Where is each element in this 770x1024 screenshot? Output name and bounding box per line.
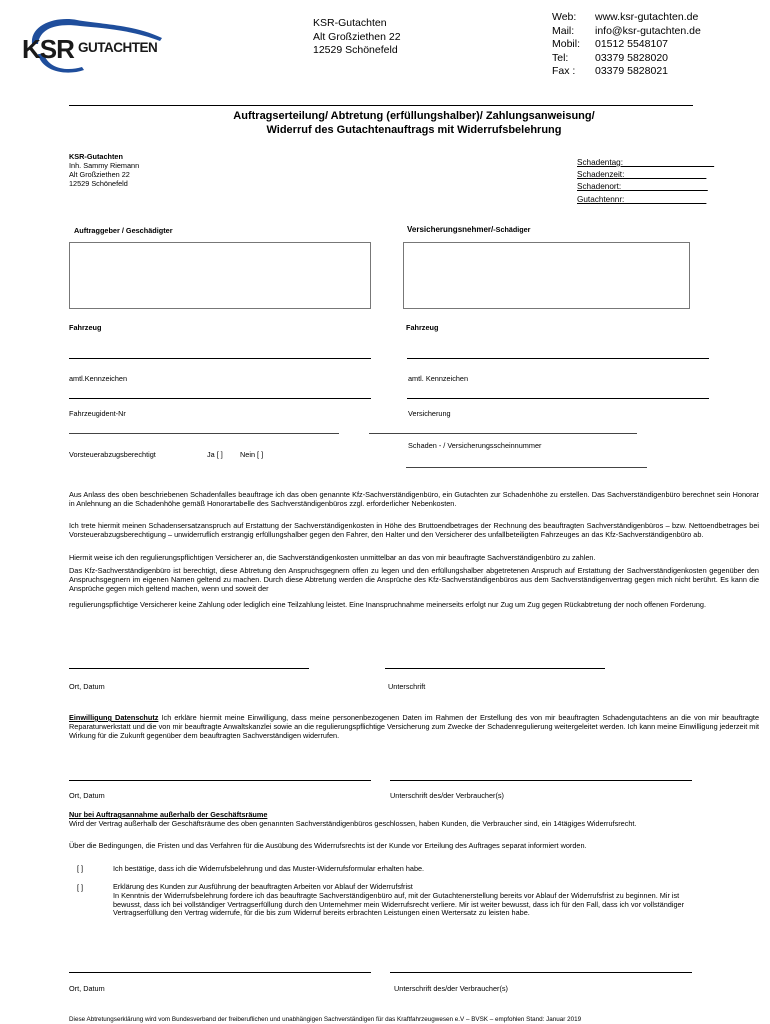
recipient-name: KSR-Gutachten	[69, 152, 123, 161]
signature-label-3: Unterschrift des/der Verbraucher(s)	[394, 984, 508, 993]
insurance-line[interactable]	[369, 433, 637, 434]
plate-line-right[interactable]	[407, 398, 709, 399]
plate-label-left: amtl.Kennzeichen	[69, 374, 128, 383]
recipient-street: Alt Großziethen 22	[69, 170, 130, 179]
company-logo	[22, 14, 172, 78]
client-label: Auftraggeber / Geschädigter	[74, 226, 173, 235]
address-street: Alt Großziethen 22	[313, 30, 401, 43]
confirm-withdrawal-text: Ich bestätige, dass ich die Widerrufsbelehrung und das Muster-Widerrufsformular erhalten habe.	[113, 864, 425, 873]
schadenort-field[interactable]: Schadenort:___________________	[577, 182, 708, 192]
client-input-box[interactable]	[69, 242, 371, 309]
place-date-label-3: Ort, Datum	[69, 984, 105, 993]
early-start-title: Erklärung des Kunden zur Ausführung der beauftragten Arbeiten vor Ablauf der Widerrufsfrist	[113, 882, 413, 891]
withdrawal-right-text: Wird der Vertrag außerhalb der Geschäftsräume des oben genannten Sachverständigenbüros geschlossen, haben Kunden, die Verbraucher sind, ein 14tägiges Widerrufsrecht.	[69, 819, 637, 828]
place-date-label-2: Ort, Datum	[69, 791, 105, 800]
logo-ksr: KSR	[22, 34, 74, 64]
vehicle-label-right: Fahrzeug	[406, 323, 439, 332]
insured-input-box[interactable]	[403, 242, 690, 309]
early-start-text: In Kenntnis der Widerrufsbelehrung fordere ich das beauftragte Sachverständigenbüro auf, mit der Gutachtenerstellung bereits vor Ablauf der Widerrufsfrist zu beginnen. Mir ist bewusst, dass ich bei vollständiger Vertragserfüllung durch den Unternehmer mein Widerrufsrecht verliere. Mir ist weiter bewusst, dass ich für den Fall, dass ich vor vollständiger Vertragserfüllung den Vertrag widerrufe, für die bis zum Widerruf bereits erbrachten Leistungen einen Wertersatz zu leisten habe.	[113, 890, 685, 918]
vat-deduction-label: Vorsteuerabzugsberechtigt	[69, 450, 156, 459]
vin-line[interactable]	[69, 433, 339, 434]
contact-fax: Fax : 03379 5828021	[552, 65, 668, 77]
title-divider	[69, 105, 693, 106]
plate-line-left[interactable]	[69, 398, 371, 399]
signature-label-2: Unterschrift des/der Verbraucher(s)	[390, 791, 504, 800]
vat-no-checkbox[interactable]: Nein [ ]	[240, 450, 264, 459]
signature-label-1: Unterschrift	[388, 682, 426, 691]
contact-tel: Tel: 03379 5828020	[552, 51, 668, 64]
signature-date-line-2[interactable]	[69, 780, 371, 781]
damage-details	[577, 157, 714, 206]
signature-date-line-3[interactable]	[69, 972, 371, 973]
address-name: KSR-Gutachten	[313, 17, 387, 29]
contact-mobile: Mobil: 01512 5548107	[552, 38, 668, 50]
claim-number-label: Schaden - / Versicherungsscheinnummer	[408, 441, 542, 450]
email-link[interactable]: info@ksr-gutachten.de	[595, 24, 701, 37]
paragraph-cession: Ich trete hiermit meinen Schadensersatzanspruch auf Erstattung der Sachverständigenkosten in Höhe des Bruttoendbetrages der Rechnung des beauftragten Sachverständigenbüros – bzw. Nettoendbetrages bei Vorsteuerabzugsberechtigung – unwiderruflich erstrangig erfüllungshalber gegen den Fahrer, den Halter und den Versicherer des unfallbeteiligten Fahrzeuges an das Kfz-Sachverständigenbüro ab.	[69, 521, 759, 539]
footer-note: Diese Abtretungserklärung wird vom Bundesverband der freiberuflichen und unabhängigen Sachverständigen für das Kraftfahrzeugwesen e.V – BVSK – empfohlen Stand: Januar 2019	[69, 1016, 582, 1023]
withdrawal-heading: Nur bei Auftragsannahme außerhalb der Geschäftsräume	[69, 810, 268, 819]
vehicle-line-right[interactable]	[407, 358, 709, 359]
recipient-block	[69, 152, 139, 188]
consent-heading: Einwilligung Datenschutz	[69, 713, 159, 722]
vat-yes-checkbox[interactable]: Ja [ ]	[207, 450, 223, 459]
signature-line-2[interactable]	[390, 780, 692, 781]
data-protection-consent	[69, 714, 759, 740]
consent-text: Ich erkläre hiermit meine Einwilligung, dass meine personenbezogenen Daten im Rahmen der Erstellung des von mir beauftragten Schadengutachtens an die von mir beauftragte Reparaturwerkstatt und die von mir beauftragte Anwaltskanzlei sowie an die regulierungspflichtige Versicherung zum Zwecke der Schadenregulierung weitergeleitet werden. Ich kann meine Einwilligung jederzeit mit Wirkung für die Zukunft gegenüber dem beauftragten Sachverständigen widerrufen.	[69, 713, 760, 740]
signature-line-3[interactable]	[390, 972, 692, 973]
schadenzeit-field[interactable]: Schadenzeit:__________________	[577, 170, 707, 180]
vehicle-line-left[interactable]	[69, 358, 371, 359]
insured-label: Versicherungsnehmer/-Schädiger	[407, 225, 531, 234]
recipient-owner: Inh. Sammy Riemann	[69, 161, 140, 170]
checkbox-early-start[interactable]: [ ]	[77, 883, 84, 892]
contact-block	[552, 11, 701, 79]
vehicle-label-left: Fahrzeug	[69, 323, 102, 332]
contact-web: Web: www.ksr-gutachten.de	[552, 11, 699, 23]
paragraph-rights: Das Kfz-Sachverständigenbüro ist berechtigt, diese Abtretung den Anspruchsgegnern offen zu legen und den erfüllungshalber abgetretenen Anspruch auf Erstattung der Sachverständigenkosten gegenüber den Anspruchsgegnern im eigenen Namen geltend zu machen. Durch diese Abtretung werden die Ansprüche des Kfz-Sachverständigenbüros aus dem Sachverständigenvertrag gegen mich nicht berührt. Es kann die Ansprüche gegen mich geltend machen, wenn und soweit der	[69, 566, 759, 593]
signature-date-line-1[interactable]	[69, 668, 309, 669]
place-date-label-1: Ort, Datum	[69, 682, 105, 691]
plate-label-right: amtl. Kennzeichen	[408, 374, 469, 383]
document-title	[69, 110, 759, 137]
title-line-2: Widerruf des Gutachtenauftrags mit Widerrufsbelehrung	[266, 123, 562, 136]
contact-mail: Mail: info@ksr-gutachten.de	[552, 24, 701, 37]
paragraph-payment-instruction: Hiermit weise ich den regulierungspflichtigen Versicherer an, die Sachverständigenkosten unmittelbar an das von mir beauftragte Sachverständigenbüro zu zahlen.	[69, 553, 596, 562]
company-address	[313, 17, 401, 58]
checkbox-confirm-withdrawal[interactable]: [ ]	[77, 864, 84, 873]
claim-number-line[interactable]	[406, 467, 647, 468]
gutachtennr-field[interactable]: Gutachtennr:__________________	[577, 194, 707, 204]
recipient-city: 12529 Schönefeld	[69, 179, 128, 188]
schadentag-field[interactable]: Schadentag:____________________	[577, 158, 715, 167]
early-start-declaration	[113, 883, 705, 918]
signature-line-1[interactable]	[385, 668, 605, 669]
logo-gutachten: GUTACHTEN	[78, 40, 158, 55]
title-line-1: Auftragserteilung/ Abtretung (erfüllungshalber)/ Zahlungsanweisung/	[233, 110, 595, 122]
vin-label: Fahrzeugident-Nr	[69, 409, 126, 418]
withdrawal-info-text: Über die Bedingungen, die Fristen und das Verfahren für die Ausübung des Widerrufsrechts ist der Kunde vor Erteilung des Auftrages separat informiert worden.	[69, 841, 587, 850]
website-link[interactable]: www.ksr-gutachten.de	[595, 11, 699, 23]
insurance-label: Versicherung	[408, 409, 451, 418]
paragraph-assignment: Aus Anlass des oben beschriebenen Schadenfalles beauftrage ich das oben genannte Kfz-Sachverständigenbüro, ein Gutachten zur Schadenhöhe zu erstellen. Das Sachverständigenbüro berechnet sein Honorar in Anlehnung an die Schadenhöhe gemäß Honorartabelle des Sachverständigenbüros zzgl. erforderlicher Nebenkosten.	[69, 490, 759, 508]
address-city: 12529 Schönefeld	[313, 44, 398, 56]
paragraph-partial-payment: regulierungspflichtige Versicherer keine Zahlung oder lediglich eine Teilzahlung leistet. Eine Inanspruchnahme meinerseits erfolgt nur Zug um Zug gegen Rückabtretung der noch offenen Forderung.	[69, 600, 706, 609]
